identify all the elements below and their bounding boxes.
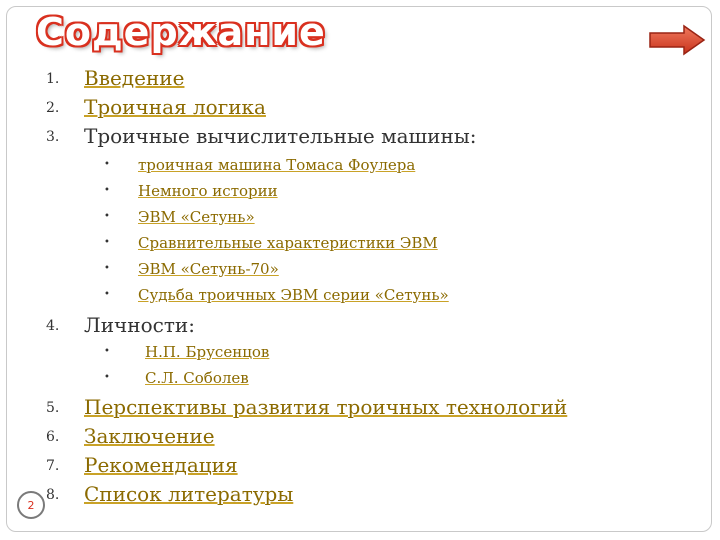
toc-link-comparison[interactable]: Сравнительные характеристики ЭВМ (138, 234, 438, 252)
toc-link-introduction[interactable]: Введение (84, 66, 185, 90)
bullet-icon: • (104, 346, 110, 357)
slide-title: Содержание (36, 10, 326, 54)
toc-link-ternary-logic[interactable]: Троичная логика (84, 95, 266, 119)
next-slide-arrow-icon[interactable] (648, 24, 706, 56)
toc-heading-persons: Личности: (84, 313, 195, 337)
toc-link-conclusion[interactable]: Заключение (84, 424, 215, 448)
toc-link-brusentsov[interactable]: Н.П. Брусенцов (145, 343, 270, 361)
page-number-badge: 2 (17, 491, 45, 519)
toc-link-history[interactable]: Немного истории (138, 182, 278, 200)
item-number: 1. (46, 71, 60, 87)
bullet-icon: • (104, 289, 110, 300)
toc-link-setun-70[interactable]: ЭВМ «Сетунь-70» (138, 260, 279, 278)
bullet-icon: • (104, 185, 110, 196)
item-number: 4. (46, 318, 60, 334)
item-number: 8. (46, 487, 60, 503)
toc-link-fowler-machine[interactable]: троичная машина Томаса Фоулера (138, 156, 416, 174)
toc-link-references[interactable]: Список литературы (84, 482, 294, 506)
item-number: 2. (46, 100, 60, 116)
item-number: 3. (46, 129, 60, 145)
item-number: 5. (46, 400, 60, 416)
toc-link-sobolev[interactable]: С.Л. Соболев (145, 369, 249, 387)
toc-link-setun-fate[interactable]: Судьба троичных ЭВМ серии «Сетунь» (138, 286, 449, 304)
bullet-icon: • (104, 211, 110, 222)
bullet-icon: • (104, 372, 110, 383)
bullet-icon: • (104, 159, 110, 170)
bullet-icon: • (104, 263, 110, 274)
toc-link-setun[interactable]: ЭВМ «Сетунь» (138, 208, 255, 226)
bullet-icon: • (104, 237, 110, 248)
toc-link-prospects[interactable]: Перспективы развития троичных технологий (84, 395, 568, 419)
toc-heading-ternary-machines: Троичные вычислительные машины: (84, 124, 477, 148)
item-number: 7. (46, 458, 60, 474)
toc-link-recommendation[interactable]: Рекомендация (84, 453, 238, 477)
item-number: 6. (46, 429, 60, 445)
